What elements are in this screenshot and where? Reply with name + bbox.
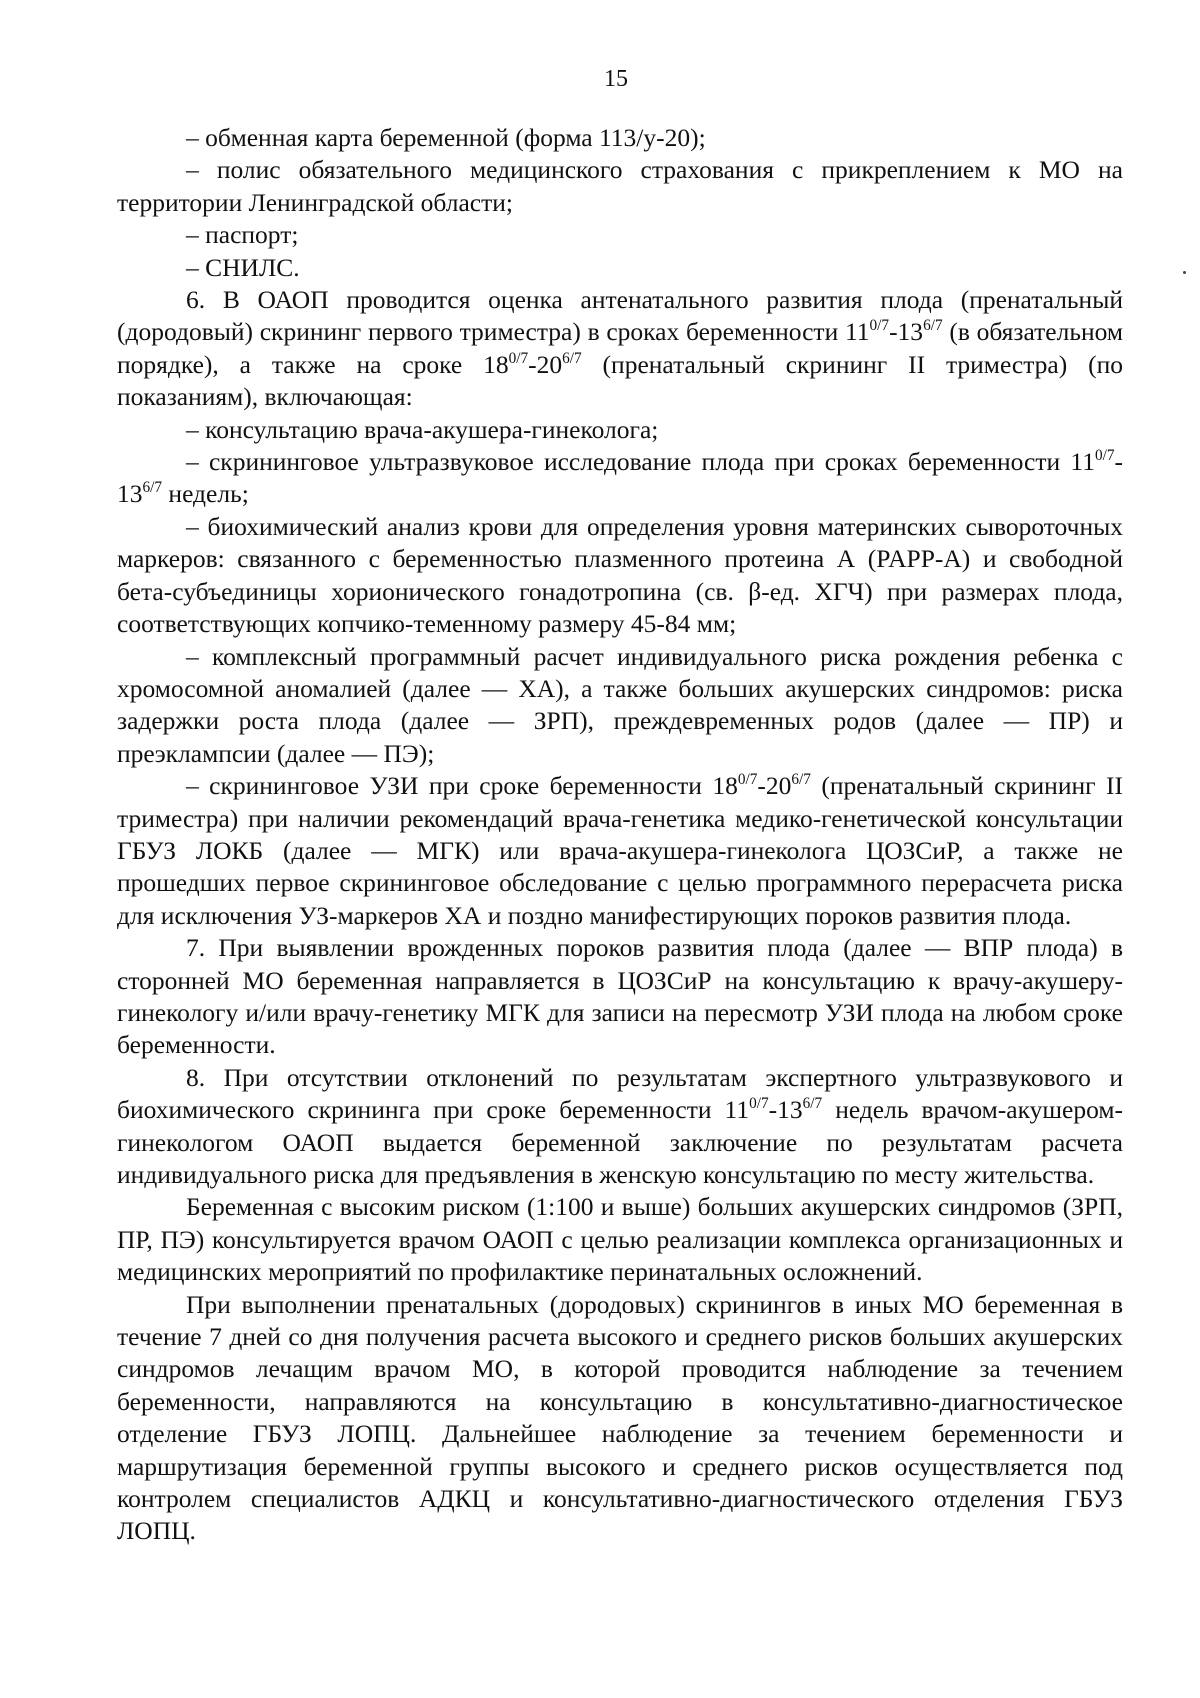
list-item: – биохимический анализ крови для определения уровня материнских сывороточных маркеров: связанного с беременностью плазменного протеина А (PAPP-A) и свободной бета-субъединицы хорионического гонадотропина (св. β-ед. ХГЧ) при размерах плода, соответствующих копчико-теменному размеру 45-84 мм;	[117, 511, 1123, 639]
list-item: – скрининговое УЗИ при сроке беременности $18^{0/7}-20^{6/7}$ (пренатальный скрининг II триместра) при наличии рекомендаций врача-генетика медико-генетической консультации ГБУЗ ЛОКБ (далее — МГК) или врача-акушера-гинеколога ЦОЗСиР, а также не прошедших первое скрининговое обследование с целью программного перерасчета риска для исключения УЗ-маркеров ХА и поздно манифестирующих пороков развития плода.	[117, 770, 1123, 930]
paragraph: 7. При выявлении врожденных пороков развития плода (далее — ВПР плода) в сторонней МО беременная направляется в ЦОЗСиР на консультацию к врачу-акушеру-гинекологу и/или врачу-генетику МГК для записи на пересмотр УЗИ плода на любом сроке беременности.	[117, 933, 1123, 1060]
list-item: – СНИЛС.	[186, 252, 300, 282]
list-item: – консультацию врача-акушера-гинеколога;	[186, 414, 659, 444]
paragraph: 6. В ОАОП проводится оценка антенатального развития плода (пренатальный (дородовый) скрининг первого триместра) в сроках беременности $11^{0/7}-13^{6/7}$ (в обязательном порядке), а также на сроке $18^{0/7}-20^{6/7}$ (пренатальный скрининг II триместра) (по показаниям), включающая:	[117, 285, 1123, 412]
list-item: – скрининговое ультразвуковое исследование плода при сроках беременности $11^{0/7}-13^{6/7}$ недель;	[117, 446, 1123, 509]
paragraph: 8. При отсутствии отклонений по результатам экспертного ультразвукового и биохимического скрининга при сроке беременности $11^{0/7}-13^{6/7}$ недель врачом-акушером-гинекологом ОАОП выдается беременной заключение по результатам расчета индивидуального риска для предъявления в женскую консультацию по месту жительства.	[117, 1062, 1123, 1189]
scan-speck	[1183, 271, 1186, 274]
page-number: 15	[604, 66, 628, 92]
document-body	[117, 122, 1123, 1548]
list-item: – полис обязательного медицинского страхования с прикреплением к МО на территории Ленинградской области;	[117, 155, 1123, 217]
list-item: – обменная карта беременной (форма 113/у-20);	[186, 123, 706, 152]
paragraph: При выполнении пренатальных (дородовых) скринингов в иных МО беременная в течение 7 дней со дня получения расчета высокого и среднего рисков больших акушерских синдромов лечащим врачом МО, в которой проводится наблюдение за течением беременности, направляются на консультацию в консультативно-диагностическое отделение ГБУЗ ЛОПЦ. Дальнейшее наблюдение за течением беременности и маршрутизация беременной группы высокого и среднего рисков осуществляется под контролем специалистов АДКЦ и консультативно-диагностического отделения ГБУЗ ЛОПЦ.	[117, 1289, 1123, 1546]
paragraph: Беременная с высоким риском (1:100 и выше) больших акушерских синдромов (ЗРП, ПР, ПЭ) консультируется врачом ОАОП с целью реализации комплекса организационных и медицинских мероприятий по профилактике перинатальных осложнений.	[117, 1192, 1123, 1287]
list-item: – комплексный программный расчет индивидуального риска рождения ребенка с хромосомной аномалией (далее — ХА), а также больших акушерских синдромов: риска задержки роста плода (далее — ЗРП), преждевременных родов (далее — ПР) и преэклампсии (далее — ПЭ);	[117, 641, 1123, 768]
list-item: – паспорт;	[186, 220, 299, 250]
